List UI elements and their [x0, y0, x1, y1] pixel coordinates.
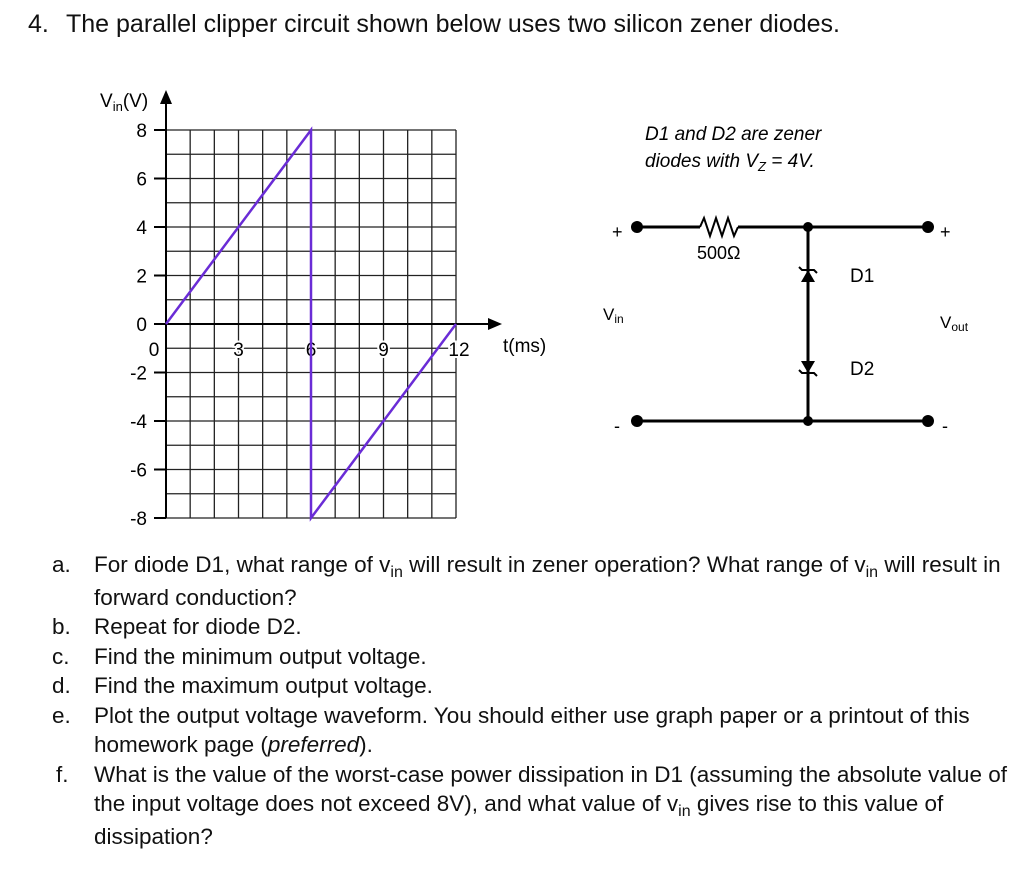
- x-tick-label: 12: [448, 340, 470, 361]
- problem-statement: The parallel clipper circuit shown below uses two silicon zener diodes.: [66, 10, 840, 38]
- x-tick-label: 3: [233, 340, 244, 361]
- question-label: f.: [56, 761, 69, 787]
- resistor-label: 500Ω: [697, 243, 741, 263]
- d2-label: D2: [850, 359, 875, 380]
- question-f: [52, 760, 1012, 852]
- vout-label: Vout: [940, 313, 969, 334]
- vin-minus-sign: -: [614, 416, 620, 436]
- vin-label: Vin: [603, 305, 624, 326]
- zener-diode-d1-icon: [799, 267, 817, 282]
- problem-number: 4.: [28, 10, 49, 38]
- resistor-zigzag: [700, 218, 738, 236]
- question-b: [52, 612, 1012, 642]
- d1-label: D1: [850, 266, 875, 287]
- x-axis-arrow-icon: [488, 318, 502, 330]
- question-label: d.: [52, 673, 71, 698]
- vin-plus-terminal: [631, 221, 643, 233]
- question-text: What is the value of the worst-case power dissipation in D1 (assuming the absolute value of the input voltage does not exceed 8V), and what value of $v_{in}$ gives rise to this value of dissipation?: [94, 761, 1007, 849]
- x-tick-label: 9: [378, 340, 389, 361]
- question-a: [52, 550, 1012, 612]
- question-text: Find the maximum output voltage.: [94, 673, 433, 698]
- y-tick-label: 2: [136, 266, 147, 288]
- question-e: [52, 701, 1012, 760]
- question-label: c.: [52, 643, 70, 669]
- question-text: For diode D1, what range of $v_{in}$ will result in zener operation? What range of $v_{in}$ will result in forward conduction?: [94, 552, 1001, 610]
- vout-plus-terminal: [922, 221, 934, 233]
- question-label: b.: [52, 614, 71, 639]
- bottom-junction-node: [803, 416, 813, 426]
- y-tick-label: 6: [136, 169, 147, 191]
- vout-minus-terminal: [922, 415, 934, 427]
- question-c: [52, 642, 1012, 672]
- vout-minus-sign: -: [942, 416, 948, 436]
- chart-ticks: [130, 121, 469, 530]
- y-tick-label: -2: [130, 363, 147, 385]
- question-label: a.: [52, 552, 71, 577]
- y-tick-label: -6: [130, 460, 147, 482]
- y-axis-arrow-icon: [160, 90, 172, 104]
- question-label: e.: [52, 702, 71, 728]
- question-text: Plot the output voltage waveform. You should either use graph paper or a printout of this homework page (preferred).: [94, 702, 970, 757]
- y-tick-label: 4: [136, 218, 147, 239]
- zener-note-line2: diodes with $V_Z = 4V$.: [645, 151, 815, 174]
- x-tick-label: 0: [148, 340, 160, 361]
- x-axis-label: t(ms): [503, 336, 547, 357]
- zener-diode-d2-icon: [799, 361, 817, 376]
- zener-note-line1: D1 and D2 are zener: [645, 124, 822, 145]
- vin-minus-terminal: [631, 415, 643, 427]
- y-tick-label: 8: [136, 121, 147, 142]
- question-text: Find the minimum output voltage.: [94, 643, 427, 669]
- y-tick-label: -8: [130, 509, 147, 530]
- y-axis-label: $V_{in}(V)$: [100, 91, 149, 114]
- question-d: [52, 671, 1012, 701]
- question-list: [52, 550, 1012, 851]
- vin-chart: [0, 0, 560, 540]
- y-tick-label: -4: [130, 412, 147, 433]
- question-text: Repeat for diode D2.: [94, 614, 302, 639]
- y-tick-label: 0: [136, 315, 147, 336]
- top-junction-node: [803, 222, 813, 232]
- vout-plus-sign: +: [940, 222, 951, 242]
- vin-plus-sign: +: [612, 222, 623, 242]
- x-tick-label: 6: [305, 340, 317, 361]
